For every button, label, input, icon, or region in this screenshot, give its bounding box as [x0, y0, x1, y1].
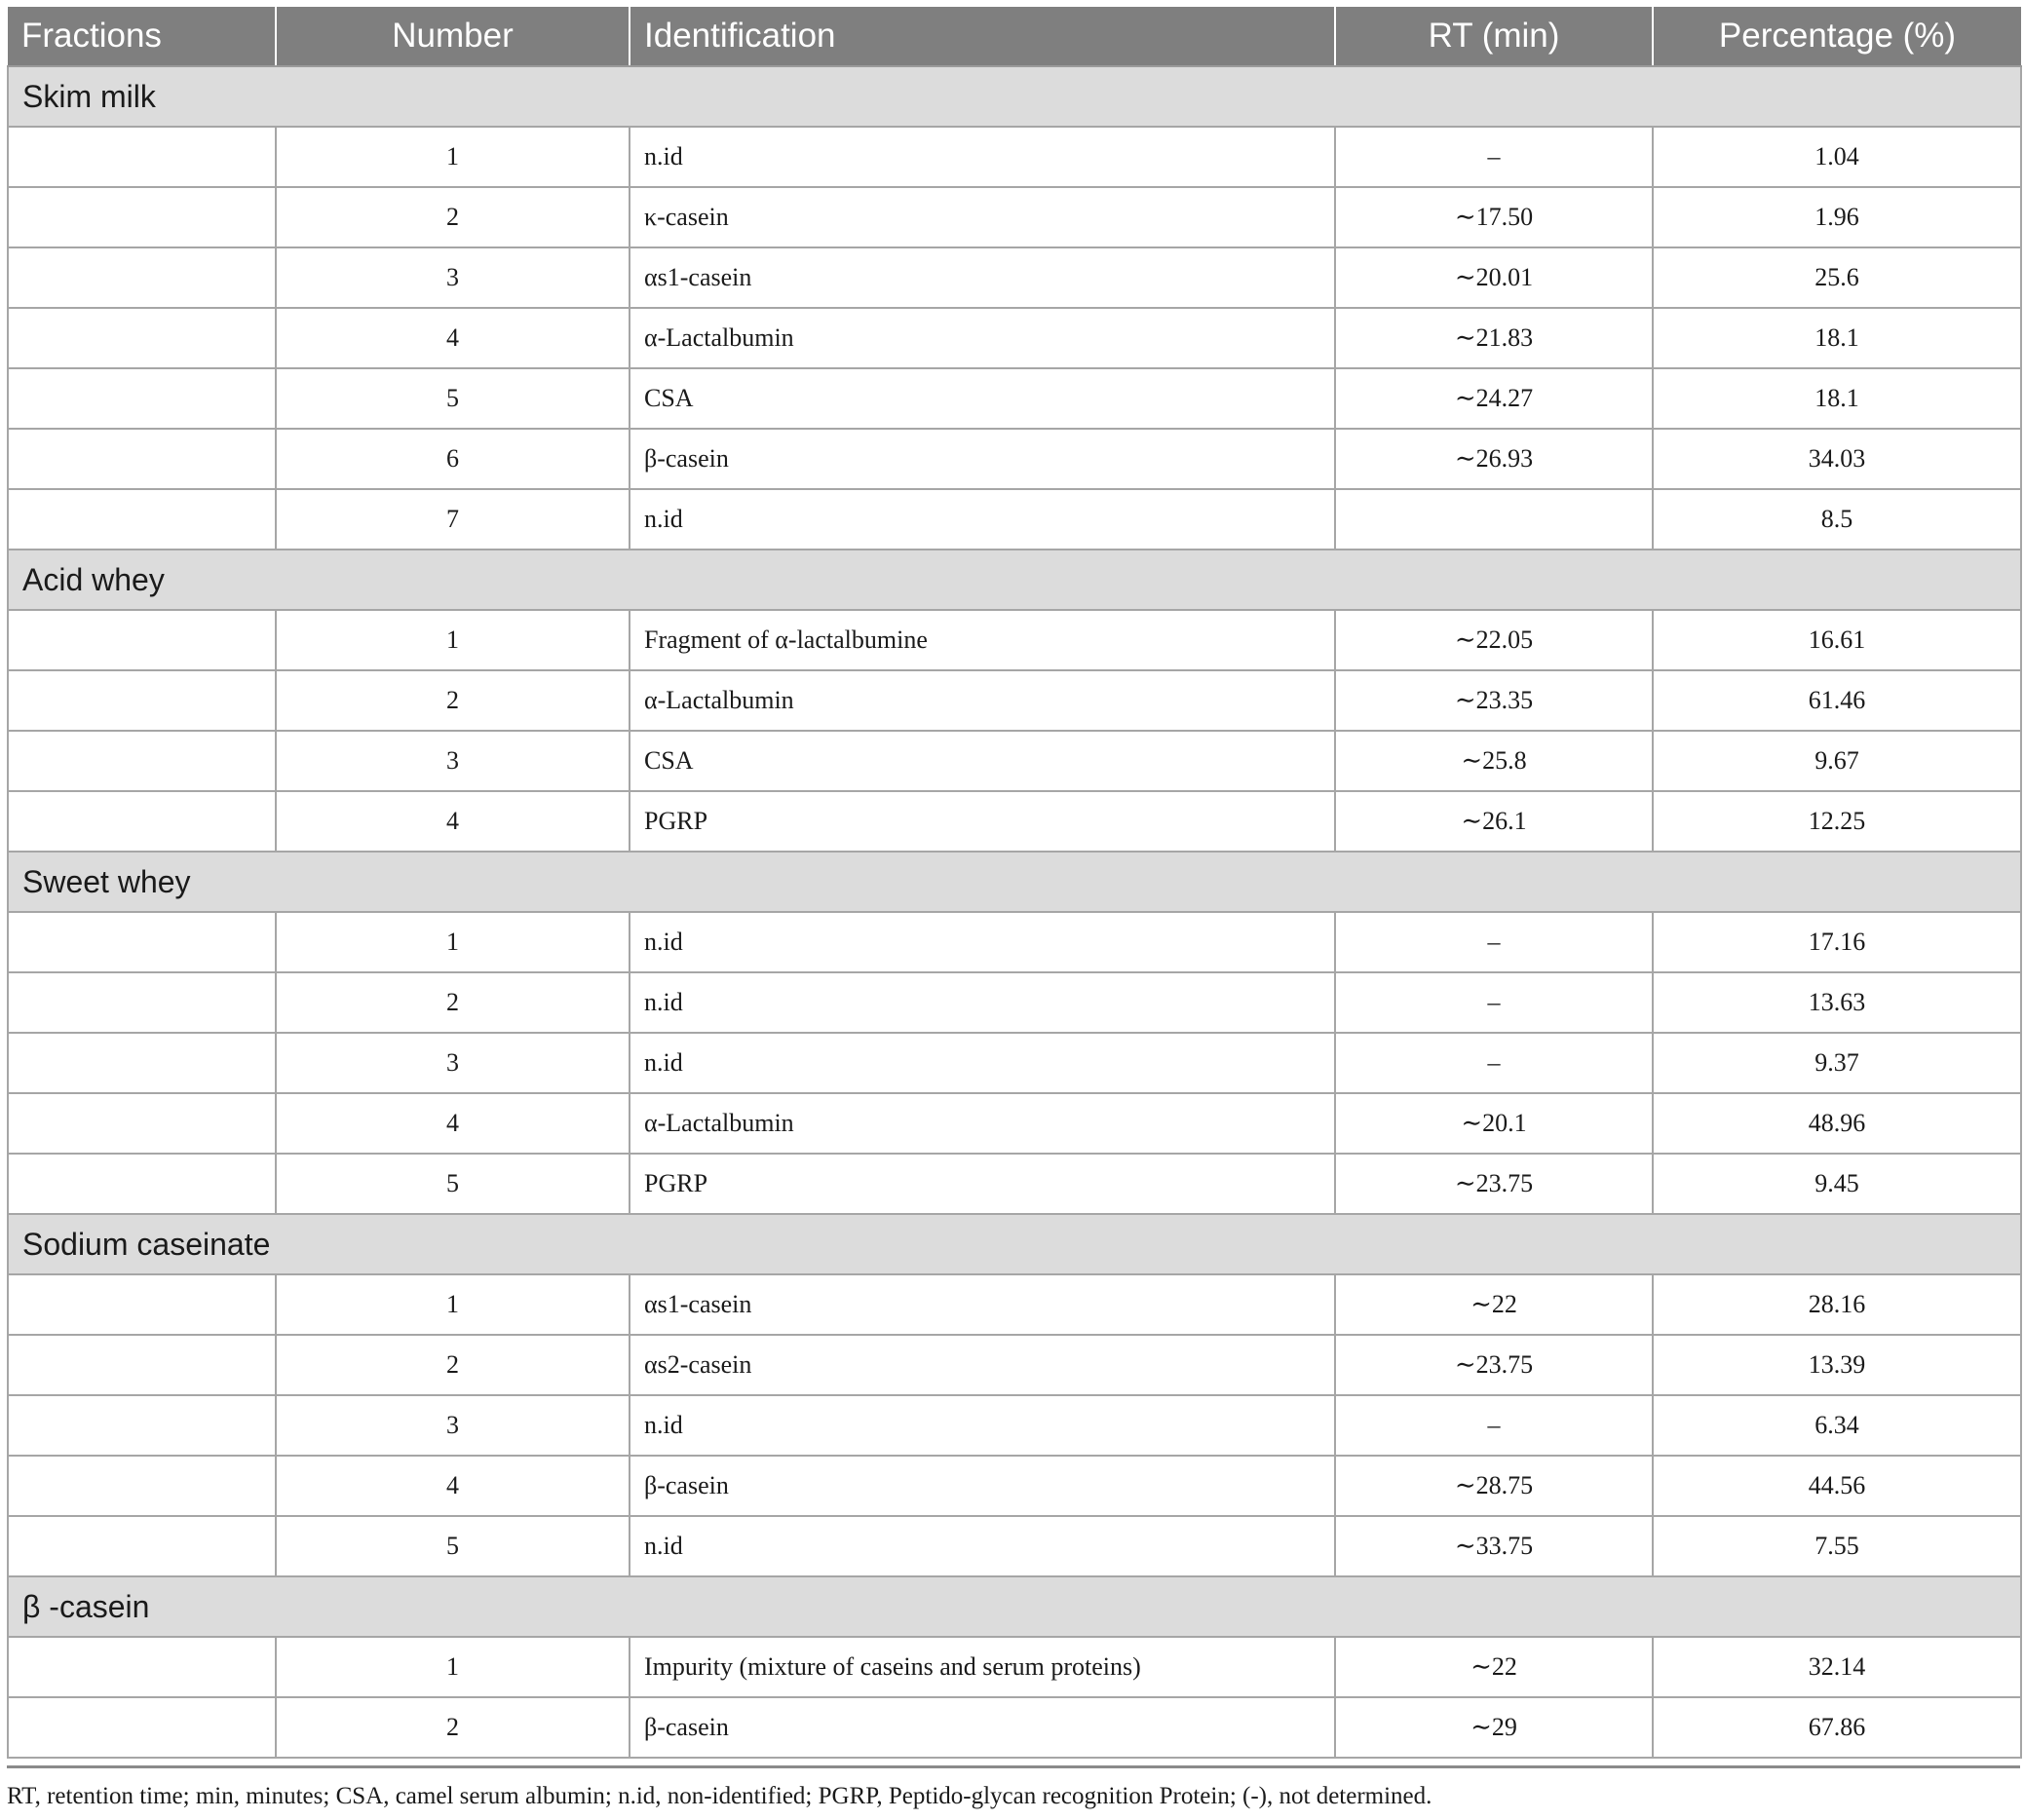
- rt-cell: ∼25.8: [1335, 731, 1653, 791]
- rt-cell: ∼29: [1335, 1697, 1653, 1758]
- percentage-cell: 1.04: [1653, 127, 2021, 187]
- header-identification: Identification: [630, 7, 1335, 66]
- frac-cell: [8, 1697, 276, 1758]
- identification-cell: β-casein: [630, 429, 1335, 489]
- percentage-cell: 13.39: [1653, 1335, 2021, 1395]
- frac-cell: [8, 1516, 276, 1576]
- number-cell: 1: [276, 1274, 630, 1335]
- identification-cell: CSA: [630, 731, 1335, 791]
- rt-cell: –: [1335, 1033, 1653, 1093]
- percentage-cell: 18.1: [1653, 368, 2021, 429]
- rt-cell: ∼23.35: [1335, 670, 1653, 731]
- table-bottom-rule: [7, 1765, 2020, 1768]
- rt-cell: –: [1335, 1395, 1653, 1456]
- percentage-cell: 17.16: [1653, 912, 2021, 972]
- number-cell: 2: [276, 670, 630, 731]
- header-fractions: Fractions: [8, 7, 276, 66]
- table-body: [8, 66, 2021, 1758]
- percentage-cell: 48.96: [1653, 1093, 2021, 1154]
- percentage-cell: 32.14: [1653, 1637, 2021, 1697]
- percentage-cell: 67.86: [1653, 1697, 2021, 1758]
- table-row: [8, 1033, 2021, 1093]
- number-cell: 5: [276, 1516, 630, 1576]
- identification-cell: n.id: [630, 1395, 1335, 1456]
- header-row: [8, 7, 2021, 66]
- table-row: [8, 1154, 2021, 1214]
- number-cell: 4: [276, 1093, 630, 1154]
- number-cell: 3: [276, 731, 630, 791]
- table-row: [8, 308, 2021, 368]
- identification-cell: α-Lactalbumin: [630, 308, 1335, 368]
- frac-cell: [8, 972, 276, 1033]
- percentage-cell: 34.03: [1653, 429, 2021, 489]
- identification-cell: n.id: [630, 972, 1335, 1033]
- header-number: Number: [276, 7, 630, 66]
- table-row: [8, 368, 2021, 429]
- percentage-cell: 7.55: [1653, 1516, 2021, 1576]
- identification-cell: n.id: [630, 1516, 1335, 1576]
- identification-cell: αs1-casein: [630, 1274, 1335, 1335]
- rt-cell: ∼28.75: [1335, 1456, 1653, 1516]
- identification-cell: Impurity (mixture of caseins and serum proteins): [630, 1637, 1335, 1697]
- rt-cell: ∼22: [1335, 1274, 1653, 1335]
- identification-cell: αs2-casein: [630, 1335, 1335, 1395]
- identification-cell: n.id: [630, 489, 1335, 550]
- rt-cell: ∼26.1: [1335, 791, 1653, 852]
- rt-cell: ∼33.75: [1335, 1516, 1653, 1576]
- identification-cell: α-Lactalbumin: [630, 670, 1335, 731]
- group-label: Sodium caseinate: [8, 1214, 2021, 1274]
- rt-cell: –: [1335, 912, 1653, 972]
- header-rt: RT (min): [1335, 7, 1653, 66]
- table-row: [8, 670, 2021, 731]
- group-row: [8, 550, 2021, 610]
- number-cell: 4: [276, 308, 630, 368]
- frac-cell: [8, 308, 276, 368]
- identification-cell: Fragment of α-lactalbumine: [630, 610, 1335, 670]
- identification-cell: α-Lactalbumin: [630, 1093, 1335, 1154]
- rt-cell: ∼26.93: [1335, 429, 1653, 489]
- number-cell: 2: [276, 1697, 630, 1758]
- group-row: [8, 1576, 2021, 1637]
- table-row: [8, 1395, 2021, 1456]
- table-row: [8, 731, 2021, 791]
- frac-cell: [8, 1093, 276, 1154]
- percentage-cell: 44.56: [1653, 1456, 2021, 1516]
- number-cell: 6: [276, 429, 630, 489]
- number-cell: 5: [276, 368, 630, 429]
- frac-cell: [8, 127, 276, 187]
- table-row: [8, 1697, 2021, 1758]
- table-row: [8, 1335, 2021, 1395]
- frac-cell: [8, 1335, 276, 1395]
- number-cell: 1: [276, 127, 630, 187]
- frac-cell: [8, 247, 276, 308]
- number-cell: 2: [276, 187, 630, 247]
- percentage-cell: 61.46: [1653, 670, 2021, 731]
- table-row: [8, 489, 2021, 550]
- rt-cell: ∼17.50: [1335, 187, 1653, 247]
- frac-cell: [8, 912, 276, 972]
- table-footnote: RT, retention time; min, minutes; CSA, camel serum albumin; n.id, non-identified; PGRP, Peptido-glycan recognition Protein; (-), not determined.: [7, 1783, 1432, 1809]
- percentage-cell: 8.5: [1653, 489, 2021, 550]
- identification-cell: PGRP: [630, 791, 1335, 852]
- table-row: [8, 1637, 2021, 1697]
- identification-cell: β-casein: [630, 1456, 1335, 1516]
- rt-cell: –: [1335, 127, 1653, 187]
- table-row: [8, 1093, 2021, 1154]
- frac-cell: [8, 187, 276, 247]
- number-cell: 1: [276, 1637, 630, 1697]
- number-cell: 4: [276, 791, 630, 852]
- table-row: [8, 912, 2021, 972]
- frac-cell: [8, 1395, 276, 1456]
- identification-cell: κ-casein: [630, 187, 1335, 247]
- number-cell: 7: [276, 489, 630, 550]
- group-row: [8, 1214, 2021, 1274]
- frac-cell: [8, 368, 276, 429]
- number-cell: 1: [276, 610, 630, 670]
- percentage-cell: 6.34: [1653, 1395, 2021, 1456]
- table-row: [8, 791, 2021, 852]
- frac-cell: [8, 791, 276, 852]
- rt-cell: –: [1335, 972, 1653, 1033]
- identification-cell: β-casein: [630, 1697, 1335, 1758]
- table-row: [8, 247, 2021, 308]
- percentage-cell: 18.1: [1653, 308, 2021, 368]
- rt-cell: ∼22: [1335, 1637, 1653, 1697]
- table-row: [8, 429, 2021, 489]
- rt-cell: ∼21.83: [1335, 308, 1653, 368]
- table-row: [8, 1516, 2021, 1576]
- group-label: Skim milk: [8, 66, 2021, 127]
- table-row: [8, 972, 2021, 1033]
- frac-cell: [8, 489, 276, 550]
- rt-cell: ∼20.01: [1335, 247, 1653, 308]
- group-label: β -casein: [8, 1576, 2021, 1637]
- percentage-cell: 9.67: [1653, 731, 2021, 791]
- table-row: [8, 187, 2021, 247]
- identification-cell: n.id: [630, 127, 1335, 187]
- number-cell: 2: [276, 972, 630, 1033]
- number-cell: 5: [276, 1154, 630, 1214]
- group-label: Sweet whey: [8, 852, 2021, 912]
- percentage-cell: 1.96: [1653, 187, 2021, 247]
- frac-cell: [8, 670, 276, 731]
- frac-cell: [8, 610, 276, 670]
- number-cell: 1: [276, 912, 630, 972]
- rt-cell: ∼22.05: [1335, 610, 1653, 670]
- rt-cell: ∼20.1: [1335, 1093, 1653, 1154]
- rt-cell: ∼23.75: [1335, 1335, 1653, 1395]
- identification-cell: αs1-casein: [630, 247, 1335, 308]
- percentage-cell: 9.37: [1653, 1033, 2021, 1093]
- percentage-cell: 16.61: [1653, 610, 2021, 670]
- percentage-cell: 25.6: [1653, 247, 2021, 308]
- table-row: [8, 1456, 2021, 1516]
- frac-cell: [8, 1154, 276, 1214]
- header-percentage: Percentage (%): [1653, 7, 2021, 66]
- percentage-cell: 12.25: [1653, 791, 2021, 852]
- rt-cell: [1335, 489, 1653, 550]
- frac-cell: [8, 429, 276, 489]
- number-cell: 4: [276, 1456, 630, 1516]
- table-container: [7, 7, 2020, 1759]
- fractions-table: [7, 7, 2022, 1759]
- rt-cell: ∼24.27: [1335, 368, 1653, 429]
- identification-cell: n.id: [630, 1033, 1335, 1093]
- percentage-cell: 13.63: [1653, 972, 2021, 1033]
- frac-cell: [8, 1033, 276, 1093]
- identification-cell: PGRP: [630, 1154, 1335, 1214]
- group-label: Acid whey: [8, 550, 2021, 610]
- percentage-cell: 9.45: [1653, 1154, 2021, 1214]
- number-cell: 2: [276, 1335, 630, 1395]
- frac-cell: [8, 1637, 276, 1697]
- table-row: [8, 127, 2021, 187]
- rt-cell: ∼23.75: [1335, 1154, 1653, 1214]
- frac-cell: [8, 731, 276, 791]
- number-cell: 3: [276, 1395, 630, 1456]
- number-cell: 3: [276, 247, 630, 308]
- table-row: [8, 1274, 2021, 1335]
- table-row: [8, 610, 2021, 670]
- group-row: [8, 66, 2021, 127]
- percentage-cell: 28.16: [1653, 1274, 2021, 1335]
- frac-cell: [8, 1456, 276, 1516]
- frac-cell: [8, 1274, 276, 1335]
- identification-cell: n.id: [630, 912, 1335, 972]
- identification-cell: CSA: [630, 368, 1335, 429]
- number-cell: 3: [276, 1033, 630, 1093]
- group-row: [8, 852, 2021, 912]
